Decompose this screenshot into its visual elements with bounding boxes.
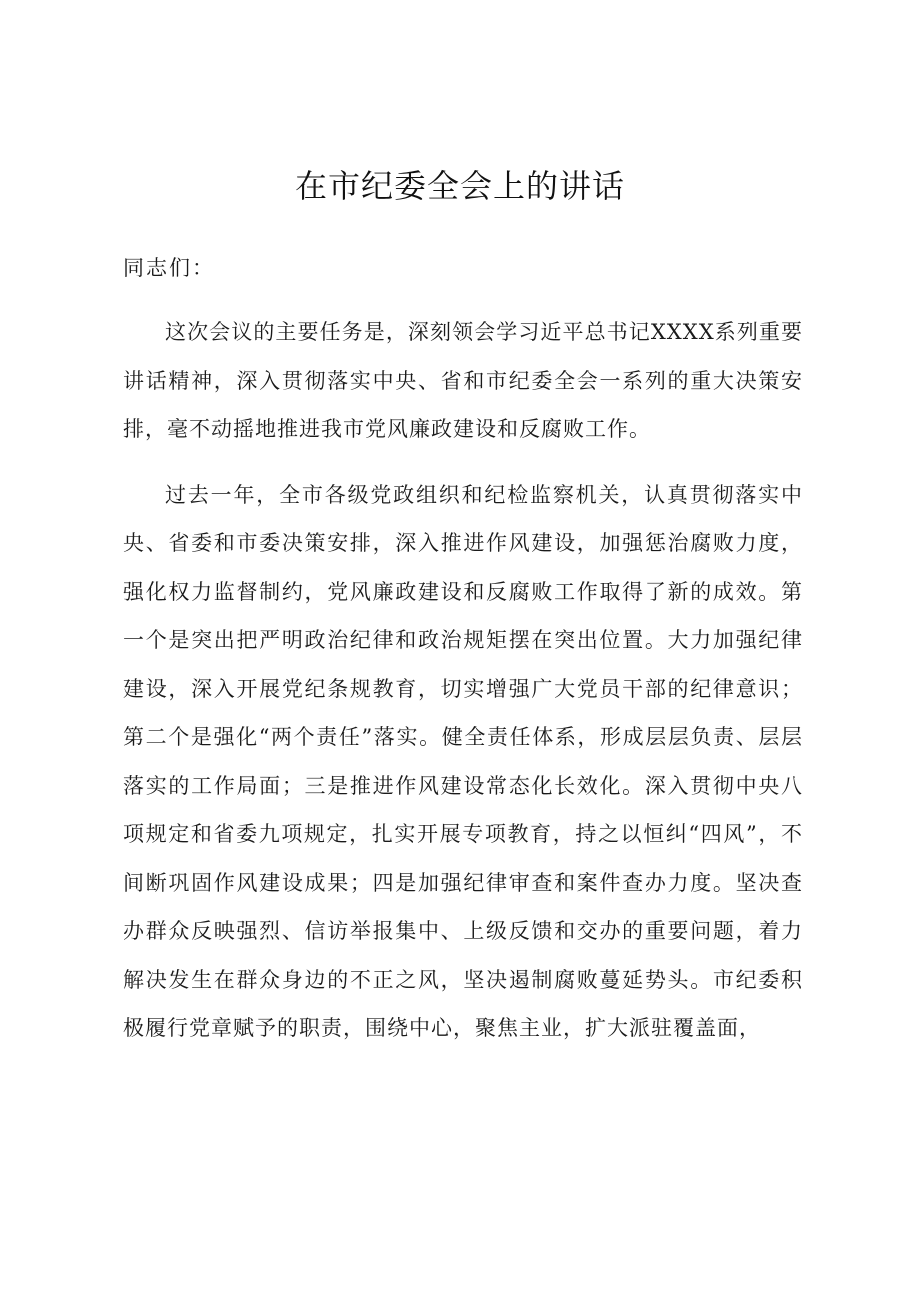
salutation: 同志们： xyxy=(123,256,215,280)
paragraph-2: 过去一年，全市各级党政组织和纪检监察机关，认真贯彻落实中央、省委和市委决策安排，深入推进作风建设，加强惩治腐败力度，强化权力监督制约，党风廉政建设和反腐败工作取得了新的成效。第一个是突出把严明政治纪律和政治规矩摆在突出位置。大力加强纪律建设，深入开展党纪条规教育，切实增强广大党员干部的纪律意识；第二个是强化“两个责任”落实。健全责任体系，形成层层负责、层层落实的工作局面；三是推进作风建设常态化长效化。深入贯彻中央八项规定和省委九项规定，扎实开展专项教育，持之以恒纠“四风”，不间断巩固作风建设成果；四是加强纪律审查和案件查办力度。坚决查办群众反映强烈、信访举报集中、上级反馈和交办的重要问题，着力解决发生在群众身边的不正之风，坚决遏制腐败蔓延势头。市纪委积极履行党章赋予的职责，围绕中心，聚焦主业，扩大派驻覆盖面， xyxy=(123,482,803,1040)
document-title: 在市纪委全会上的讲话 xyxy=(294,167,625,205)
document-body xyxy=(123,308,803,1070)
paragraph-1: 这次会议的主要任务是，深刻领会学习近平总书记XXXX系列重要讲话精神，深入贯彻落实中央、省和市纪委全会一系列的重大决策安排，毫不动摇地推进我市党风廉政建设和反腐败工作。 xyxy=(123,320,803,441)
